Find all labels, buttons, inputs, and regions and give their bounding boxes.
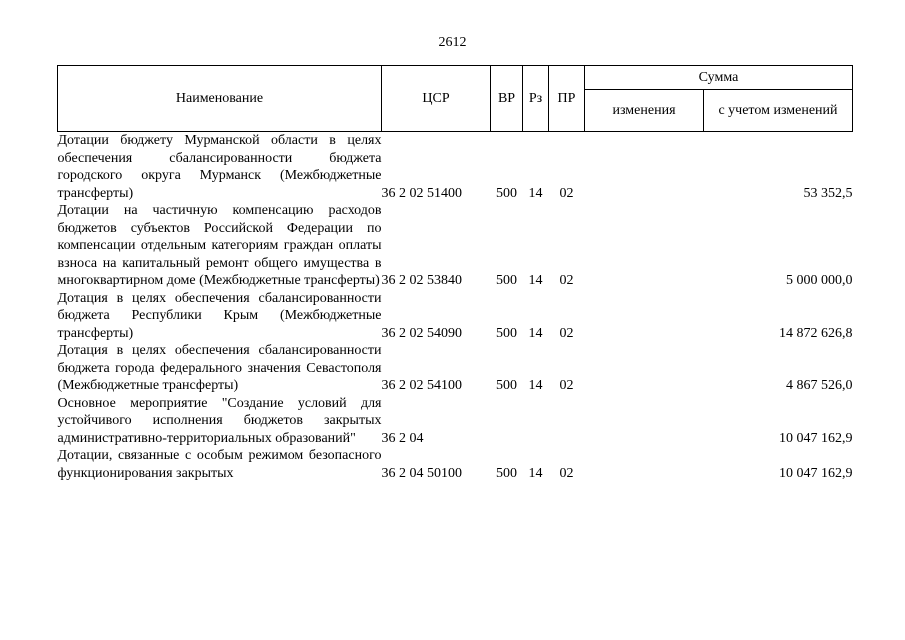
row-vr (491, 395, 523, 448)
row-rz: 14 (528, 378, 543, 393)
table-row (58, 342, 853, 395)
page-number: 2612 (438, 35, 467, 50)
header-with-changes: с учетом изменений (704, 90, 853, 132)
row-vr: 500 (496, 185, 517, 201)
row-rz: 14 (528, 465, 543, 481)
header-name: Наименование (58, 66, 382, 132)
row-total: 5 000 000,0 (786, 273, 853, 288)
row-pr: 02 (559, 273, 574, 288)
header-csr: ЦСР (382, 66, 491, 132)
row-total: 14 872 626,8 (779, 325, 853, 341)
row-csr: 36 2 04 (381, 430, 424, 446)
row-csr: 36 2 02 54100 (381, 378, 462, 393)
row-vr: 500 (496, 378, 517, 393)
row-changes (585, 290, 704, 343)
row-total: 53 352,5 (803, 185, 853, 201)
row-changes (585, 342, 704, 395)
row-changes (585, 132, 704, 203)
budget-table (57, 65, 853, 482)
row-csr: 36 2 02 51400 (381, 185, 462, 201)
table-row (58, 447, 853, 482)
row-total: 10 047 162,9 (779, 430, 853, 446)
row-vr: 500 (496, 325, 517, 341)
row-name: Дотация в целях обеспечения сбалансированности бюджета Республики Крым (Межбюджетные трансферты) (57, 290, 382, 341)
table-header (58, 66, 853, 132)
row-name: Дотации на частичную компенсацию расходов бюджетов субъектов Российской Федерации по компенсации отдельным категориям граждан оплаты взноса на капитальный ремонт общего имущества в многоквартирном доме (Межбюджетные трансферты) (57, 203, 382, 288)
row-rz: 14 (528, 273, 543, 288)
row-total: 4 867 526,0 (786, 378, 853, 393)
row-rz: 14 (528, 325, 543, 341)
row-rz (523, 395, 549, 448)
row-rz: 14 (528, 185, 543, 201)
table-row (58, 395, 853, 448)
row-changes (585, 202, 704, 290)
header-sum: Сумма (585, 66, 853, 90)
row-name: Дотации бюджету Мурманской области в целях обеспечения сбалансированности бюджета городского округа Мурманск (Межбюджетные трансферты) (57, 133, 382, 201)
row-changes (585, 395, 704, 448)
row-total: 10 047 162,9 (779, 465, 853, 481)
row-name: Основное мероприятие "Создание условий для устойчивого исполнения бюджетов закрытых административно-территориальных образований" (57, 395, 382, 446)
header-changes: изменения (585, 90, 704, 132)
row-csr: 36 2 02 53840 (381, 273, 462, 288)
row-vr: 500 (496, 273, 517, 288)
row-changes (585, 447, 704, 482)
row-pr (549, 395, 585, 448)
row-name: Дотации, связанные с особым режимом безопасного функционирования закрытых (57, 448, 382, 481)
table-row (58, 202, 853, 290)
row-csr: 36 2 04 50100 (381, 465, 462, 481)
row-vr: 500 (496, 465, 517, 481)
header-pr: ПР (549, 66, 585, 132)
header-rz: Рз (523, 66, 549, 132)
row-pr: 02 (559, 378, 574, 393)
row-name: Дотация в целях обеспечения сбалансированности бюджета города федерального значения Севастополя (Межбюджетные трансферты) (57, 343, 382, 393)
header-vr: ВР (491, 66, 523, 132)
row-csr: 36 2 02 54090 (381, 325, 462, 341)
table-row (58, 132, 853, 203)
row-pr: 02 (559, 465, 574, 481)
table-row (58, 290, 853, 343)
row-pr: 02 (559, 325, 574, 341)
row-pr: 02 (559, 185, 574, 201)
